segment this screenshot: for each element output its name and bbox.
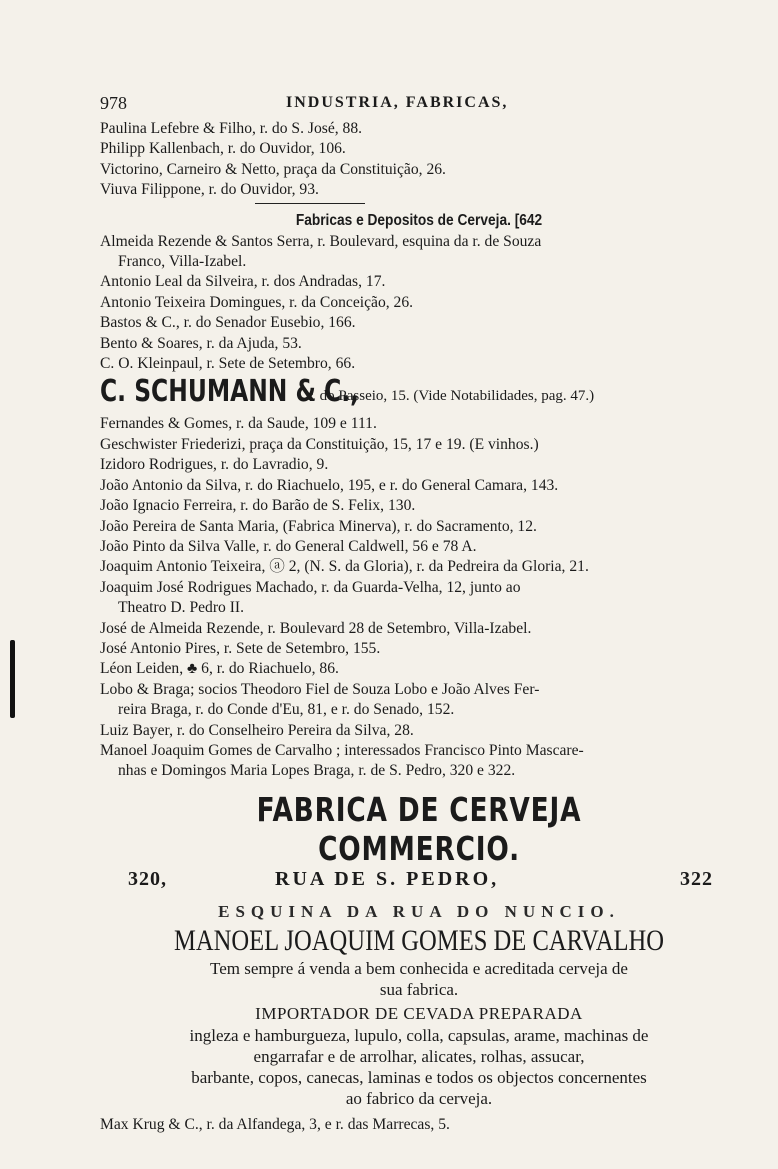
list-item: João Pinto da Silva Valle, r. do General Caldwell, 56 e 78 A. bbox=[100, 537, 477, 555]
ad-street: RUA DE S. PEDRO, bbox=[275, 867, 500, 890]
divider bbox=[255, 203, 365, 204]
margin-ink-mark bbox=[10, 640, 15, 718]
ad-number-right: 322 bbox=[680, 867, 713, 890]
list-item-continuation: nhas e Domingos Maria Lopes Braga, r. de S. Pedro, 320 e 322. bbox=[118, 762, 516, 780]
page-header bbox=[100, 93, 738, 119]
list-item: João Pereira de Santa Maria, (Fabrica Minerva), r. do Sacramento, 12. bbox=[100, 517, 537, 535]
section-title: Fabricas e Depositos de Cerveja. [642 bbox=[295, 211, 543, 229]
list-item: Léon Leiden, ♣ 6, r. do Riachuelo, 86. bbox=[100, 660, 339, 678]
advertisement bbox=[100, 790, 738, 1109]
running-title: INDUSTRIA, FABRICAS, bbox=[286, 94, 509, 111]
ad-title: FABRICA DE CERVEJA COMMERCIO. bbox=[256, 789, 582, 868]
list-item: José de Almeida Rezende, r. Boulevard 28 de Setembro, Villa-Izabel. bbox=[100, 619, 532, 637]
schumann-name: C. SCHUMANN & C., bbox=[100, 374, 360, 410]
page-number: 978 bbox=[100, 93, 127, 113]
list-item: Antonio Leal da Silveira, r. dos Andradas, 17. bbox=[100, 273, 386, 291]
list-item-continuation: Franco, Villa-Izabel. bbox=[118, 253, 247, 271]
text-block bbox=[100, 93, 738, 1135]
list-item: Paulina Lefebre & Filho, r. do S. José, 88. bbox=[100, 120, 363, 137]
list-item: Almeida Rezende & Santos Serra, r. Boulevard, esquina da r. de Souza bbox=[100, 232, 542, 250]
list-item: Antonio Teixeira Domingues, r. da Conceição, 26. bbox=[100, 293, 414, 311]
list-item: Viuva Filippone, r. do Ouvidor, 93. bbox=[100, 181, 319, 199]
entries-b bbox=[100, 414, 738, 781]
list-item-continuation: Theatro D. Pedro II. bbox=[118, 599, 245, 617]
schumann-entry bbox=[100, 374, 738, 414]
ad-importer: IMPORTADOR DE CEVADA PREPARADA bbox=[255, 1003, 583, 1023]
entries-a bbox=[100, 232, 738, 375]
list-item: Izidoro Rodrigues, r. do Lavradio, 9. bbox=[100, 456, 329, 474]
list-item: Fernandes & Gomes, r. da Saude, 109 e 111. bbox=[100, 415, 377, 433]
ad-goods: ingleza e hamburgueza, lupulo, colla, capsulas, arame, machinas de bbox=[189, 1025, 649, 1045]
list-item: Lobo & Braga; socios Theodoro Fiel de Souza Lobo e João Alves Fer- bbox=[100, 680, 540, 698]
list-item: João Antonio da Silva, r. do Riachuelo, 195, e r. do General Camara, 143. bbox=[100, 476, 559, 494]
list-item: Bastos & C., r. do Senador Eusebio, 166. bbox=[100, 314, 356, 332]
list-item: Philipp Kallenbach, r. do Ouvidor, 106. bbox=[100, 140, 346, 158]
list-item: José Antonio Pires, r. Sete de Setembro, 155. bbox=[100, 639, 381, 657]
ad-proprietor: MANOEL JOAQUIM GOMES DE CARVALHO bbox=[173, 923, 665, 957]
list-item: Bento & Soares, r. da Ajuda, 53. bbox=[100, 334, 302, 352]
ad-number-left: 320, bbox=[128, 867, 167, 890]
ad-tagline: Tem sempre á venda a bem conhecida e acreditada cerveja de bbox=[210, 958, 628, 978]
list-item: Geschwister Friederizi, praça da Constituição, 15, 17 e 19. (E vinhos.) bbox=[100, 435, 539, 453]
ad-corner: ESQUINA DA RUA DO NUNCIO. bbox=[218, 901, 620, 921]
list-item: João Ignacio Ferreira, r. do Barão de S. Felix, 130. bbox=[100, 497, 416, 515]
ad-goods: barbante, copos, canecas, laminas e todos os objectos concernentes bbox=[191, 1067, 647, 1087]
list-item: Manoel Joaquim Gomes de Carvalho ; interessados Francisco Pinto Mascare- bbox=[100, 741, 584, 759]
ad-goods: engarrafar e de arrolhar, alicates, rolhas, assucar, bbox=[253, 1046, 585, 1066]
ad-address bbox=[100, 868, 738, 898]
ad-goods: ao fabrico da cerveja. bbox=[345, 1088, 493, 1108]
ad-tagline: sua fabrica. bbox=[379, 979, 459, 999]
list-item: Victorino, Carneiro & Netto, praça da Constituição, 26. bbox=[100, 160, 446, 178]
schumann-address: r. do Passeio, 15. (Vide Notabilidades, pag. 47.) bbox=[308, 388, 595, 405]
list-item: Joaquim José Rodrigues Machado, r. da Guarda-Velha, 12, junto ao bbox=[100, 578, 521, 596]
top-entries bbox=[100, 119, 738, 201]
list-item: Max Krug & C., r. da Alfandega, 3, e r. das Marrecas, 5. bbox=[100, 1115, 450, 1133]
list-item: Luiz Bayer, r. do Conselheiro Pereira da Silva, 28. bbox=[100, 721, 414, 739]
list-item: Joaquim Antonio Teixeira, ⓐ 2, (N. S. da Gloria), r. da Pedreira da Gloria, 21. bbox=[100, 558, 589, 576]
list-item: C. O. Kleinpaul, r. Sete de Setembro, 66. bbox=[100, 355, 356, 373]
list-item-continuation: reira Braga, r. do Conde d'Eu, 81, e r. do Senado, 152. bbox=[118, 701, 455, 719]
